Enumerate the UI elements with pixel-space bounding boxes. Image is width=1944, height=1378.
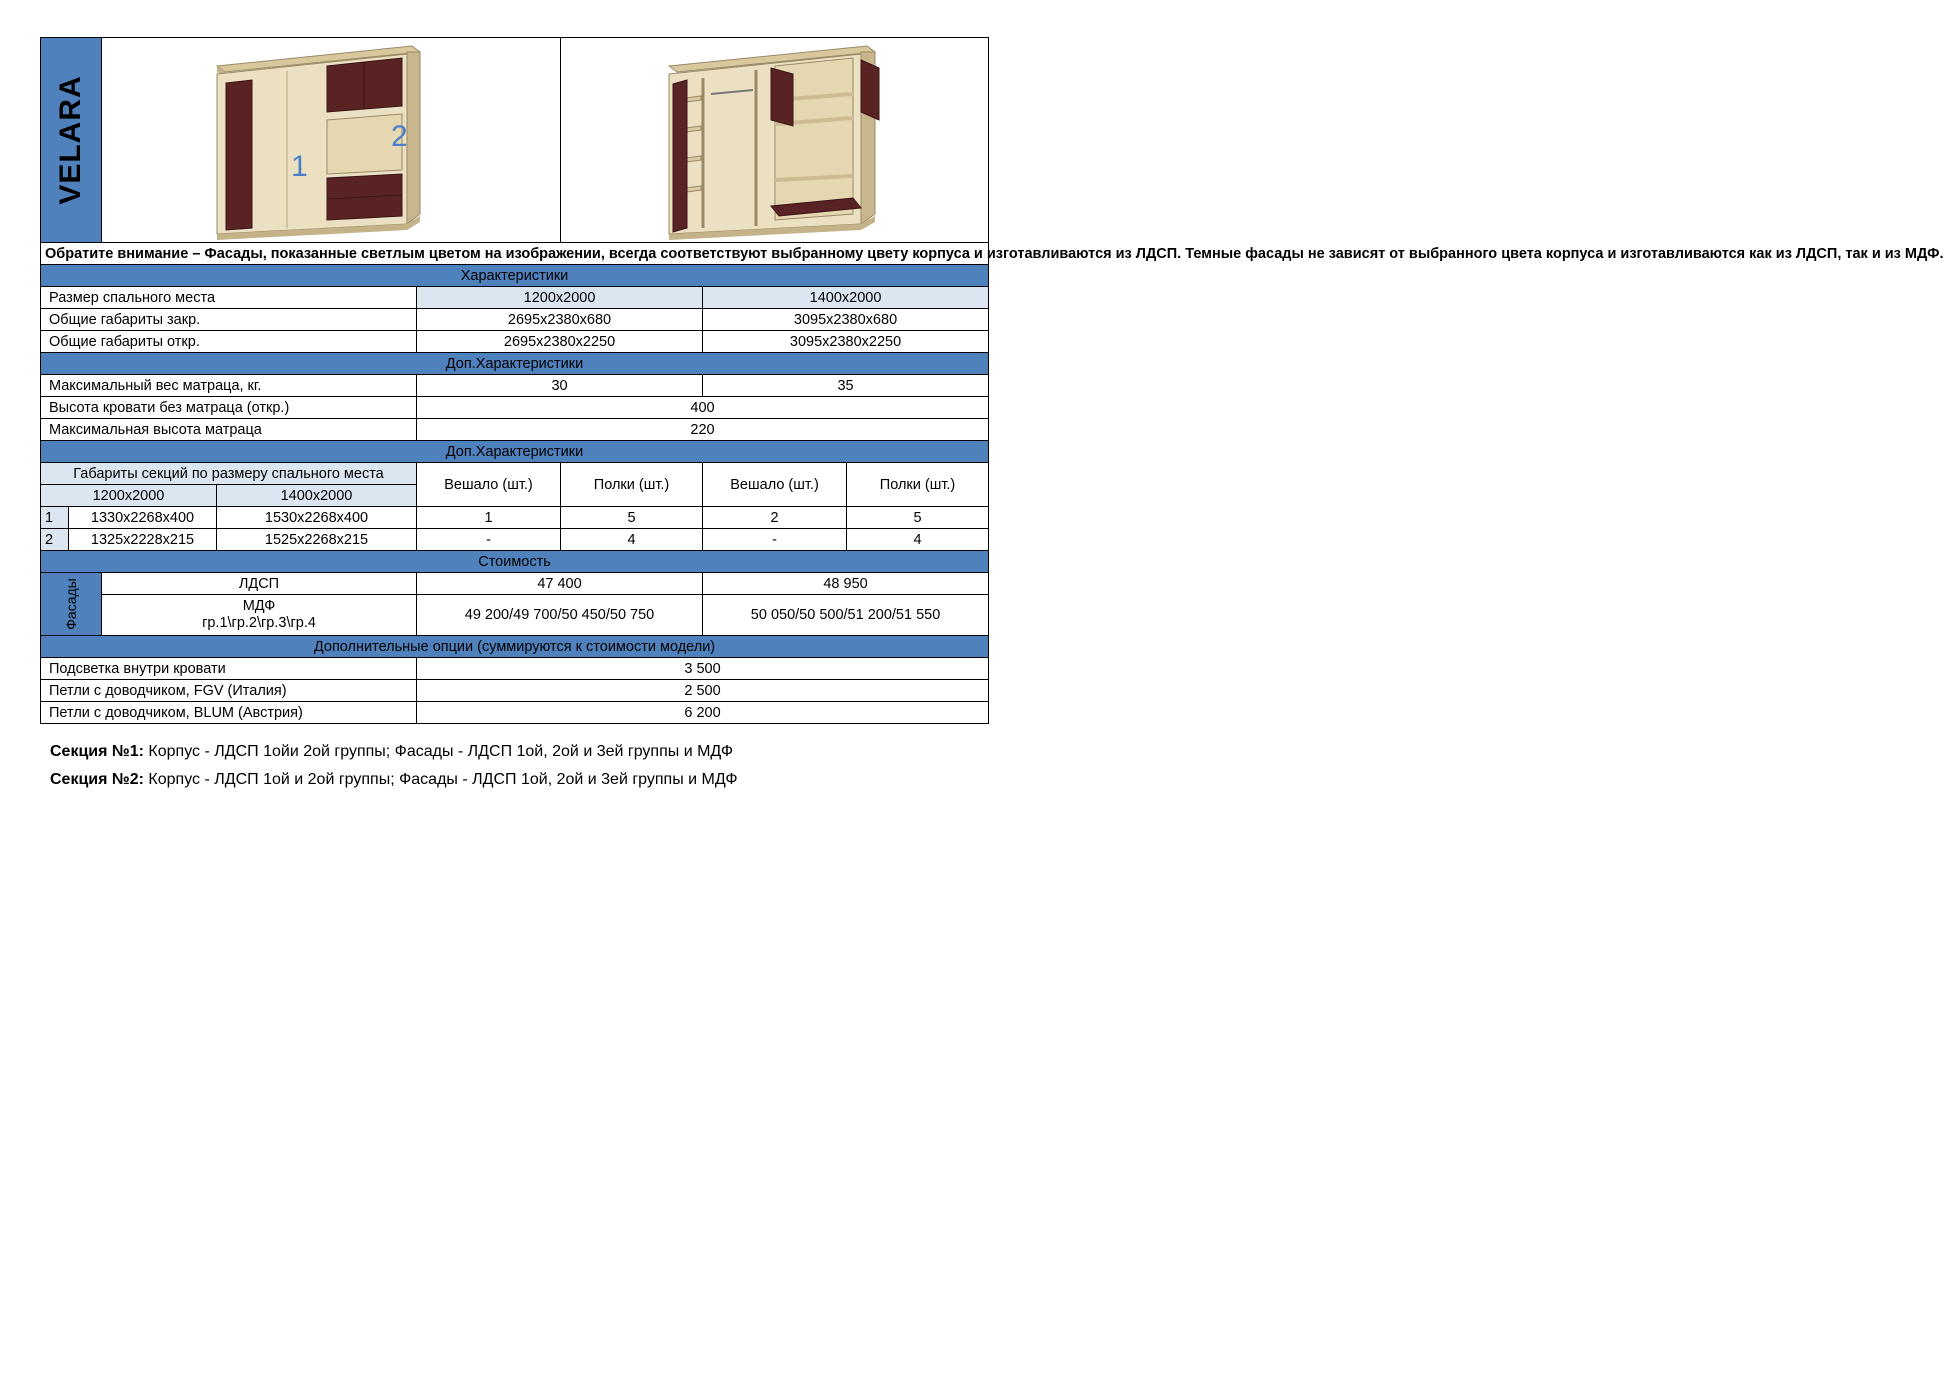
option-label: Петли с доводчиком, BLUM (Австрия) [41, 702, 417, 724]
footnote-text: Корпус - ЛДСП 1ой и 2ой группы; Фасады - ЛДСП 1ой, 2ой и 3ей группы и МДФ [143, 771, 738, 788]
closed-wardrobe-bed-illustration [102, 38, 529, 242]
image-label-2-open: 2 [391, 120, 408, 153]
option-row [41, 702, 989, 724]
char-row [41, 309, 989, 331]
cost-header: Стоимость [41, 551, 989, 573]
facade-notice: Обратите внимание – Фасады, показанные светлым цветом на изображении, всегда соответствуют выбранному цвету корпуса и изготавливаются из ЛДСП. Темные фасады не зависят от выбранного цвета корпуса и изготавливаются как из ЛДСП, так и из МДФ. [41, 243, 989, 265]
option-label: Петли с доводчиком, FGV (Италия) [41, 680, 417, 702]
image-label-1-open: 1 [291, 150, 308, 183]
extra-row [41, 419, 989, 441]
option-price: 2 500 [417, 680, 989, 702]
characteristics-header-row [41, 265, 989, 287]
extra-row [41, 375, 989, 397]
notice-row [41, 243, 989, 265]
ldsp-label: ЛДСП [102, 573, 417, 595]
extra-label: Максимальный вес матраца, кг. [41, 375, 417, 397]
char-label: Общие габариты откр. [41, 331, 417, 353]
footnote-title: Секция №1: [50, 743, 144, 760]
option-row [41, 658, 989, 680]
hang-header-2: Вешало (шт.) [703, 463, 847, 507]
section-shelf-1: 4 [561, 529, 703, 551]
section-shelf-1: 5 [561, 507, 703, 529]
char-row [41, 287, 989, 309]
footnote-section-2 [50, 771, 738, 789]
char-value-1: 2695х2380х680 [417, 309, 703, 331]
facades-label-cell [41, 573, 102, 636]
option-row [41, 680, 989, 702]
cost-header-row [41, 551, 989, 573]
char-label: Размер спального места [41, 287, 417, 309]
extra-header: Доп.Характеристики [41, 353, 989, 375]
section-size-1: 1200х2000 [41, 485, 217, 507]
char-value-2: 3095х2380х680 [703, 309, 989, 331]
shelf-header-1: Полки (шт.) [561, 463, 703, 507]
mdf-price-1: 49 200/49 700/50 450/50 750 [417, 595, 703, 636]
characteristics-header: Характеристики [41, 265, 989, 287]
extra-value-1: 30 [417, 375, 703, 397]
section-row [41, 507, 989, 529]
sections-header: Доп.Характеристики [41, 441, 989, 463]
footnote-text: Корпус - ЛДСП 1ойи 2ой группы; Фасады - ЛДСП 1ой, 2ой и 3ей группы и МДФ [143, 743, 734, 760]
spec-table [40, 37, 1944, 724]
extra-header-row [41, 353, 989, 375]
option-price: 6 200 [417, 702, 989, 724]
hang-header-1: Вешало (шт.) [417, 463, 561, 507]
extra-row [41, 397, 989, 419]
sections-title: Габариты секций по размеру спального места [41, 463, 417, 485]
mdf-price-2: 50 050/50 500/51 200/51 550 [703, 595, 989, 636]
image-row [41, 38, 989, 243]
open-wardrobe-bed-illustration [561, 38, 989, 242]
brand-title: VELARA [54, 75, 87, 205]
shelf-header-2: Полки (шт.) [847, 463, 989, 507]
char-value-1: 1200х2000 [417, 287, 703, 309]
section-hang-1: 1 [417, 507, 561, 529]
price-sheet [40, 37, 1944, 724]
char-value-2: 3095х2380х2250 [703, 331, 989, 353]
mdf-label-cell [102, 595, 417, 636]
brand-cell [41, 38, 102, 243]
section-dims-1: 1330х2268х400 [69, 507, 217, 529]
char-row [41, 331, 989, 353]
section-hang-2: - [703, 529, 847, 551]
extra-label: Максимальная высота матраца [41, 419, 417, 441]
closed-bed-image [102, 38, 561, 243]
options-header-row [41, 636, 989, 658]
footnote-title: Секция №2: [50, 771, 144, 788]
section-hang-1: - [417, 529, 561, 551]
section-dims-2: 1530х2268х400 [217, 507, 417, 529]
mdf-label: МДФ [242, 598, 276, 614]
char-label: Общие габариты закр. [41, 309, 417, 331]
sections-header-row [41, 441, 989, 463]
ldsp-price-2: 48 950 [703, 573, 989, 595]
option-price: 3 500 [417, 658, 989, 680]
option-label: Подсветка внутри кровати [41, 658, 417, 680]
section-dims-1: 1325х2228х215 [69, 529, 217, 551]
extra-value: 400 [417, 397, 989, 419]
section-shelf-2: 4 [847, 529, 989, 551]
footnote-section-1 [50, 743, 733, 761]
section-dims-2: 1525х2268х215 [217, 529, 417, 551]
facades-label: Фасады [63, 578, 79, 630]
char-value-1: 2695х2380х2250 [417, 331, 703, 353]
extra-label: Высота кровати без матраца (откр.) [41, 397, 417, 419]
section-row [41, 529, 989, 551]
char-value-2: 1400х2000 [703, 287, 989, 309]
section-number: 2 [41, 529, 69, 551]
options-header: Дополнительные опции (суммируются к стоимости модели) [41, 636, 989, 658]
section-hang-2: 2 [703, 507, 847, 529]
extra-value-2: 35 [703, 375, 989, 397]
section-number: 1 [41, 507, 69, 529]
sections-subheader-row [41, 463, 989, 485]
cost-row-ldsp [41, 573, 989, 595]
ldsp-price-1: 47 400 [417, 573, 703, 595]
mdf-groups: гр.1\гр.2\гр.3\гр.4 [202, 615, 316, 631]
open-bed-image [291, 38, 989, 243]
section-size-2: 1400х2000 [217, 485, 417, 507]
section-shelf-2: 5 [847, 507, 989, 529]
extra-value: 220 [417, 419, 989, 441]
cost-row-mdf [41, 595, 989, 636]
